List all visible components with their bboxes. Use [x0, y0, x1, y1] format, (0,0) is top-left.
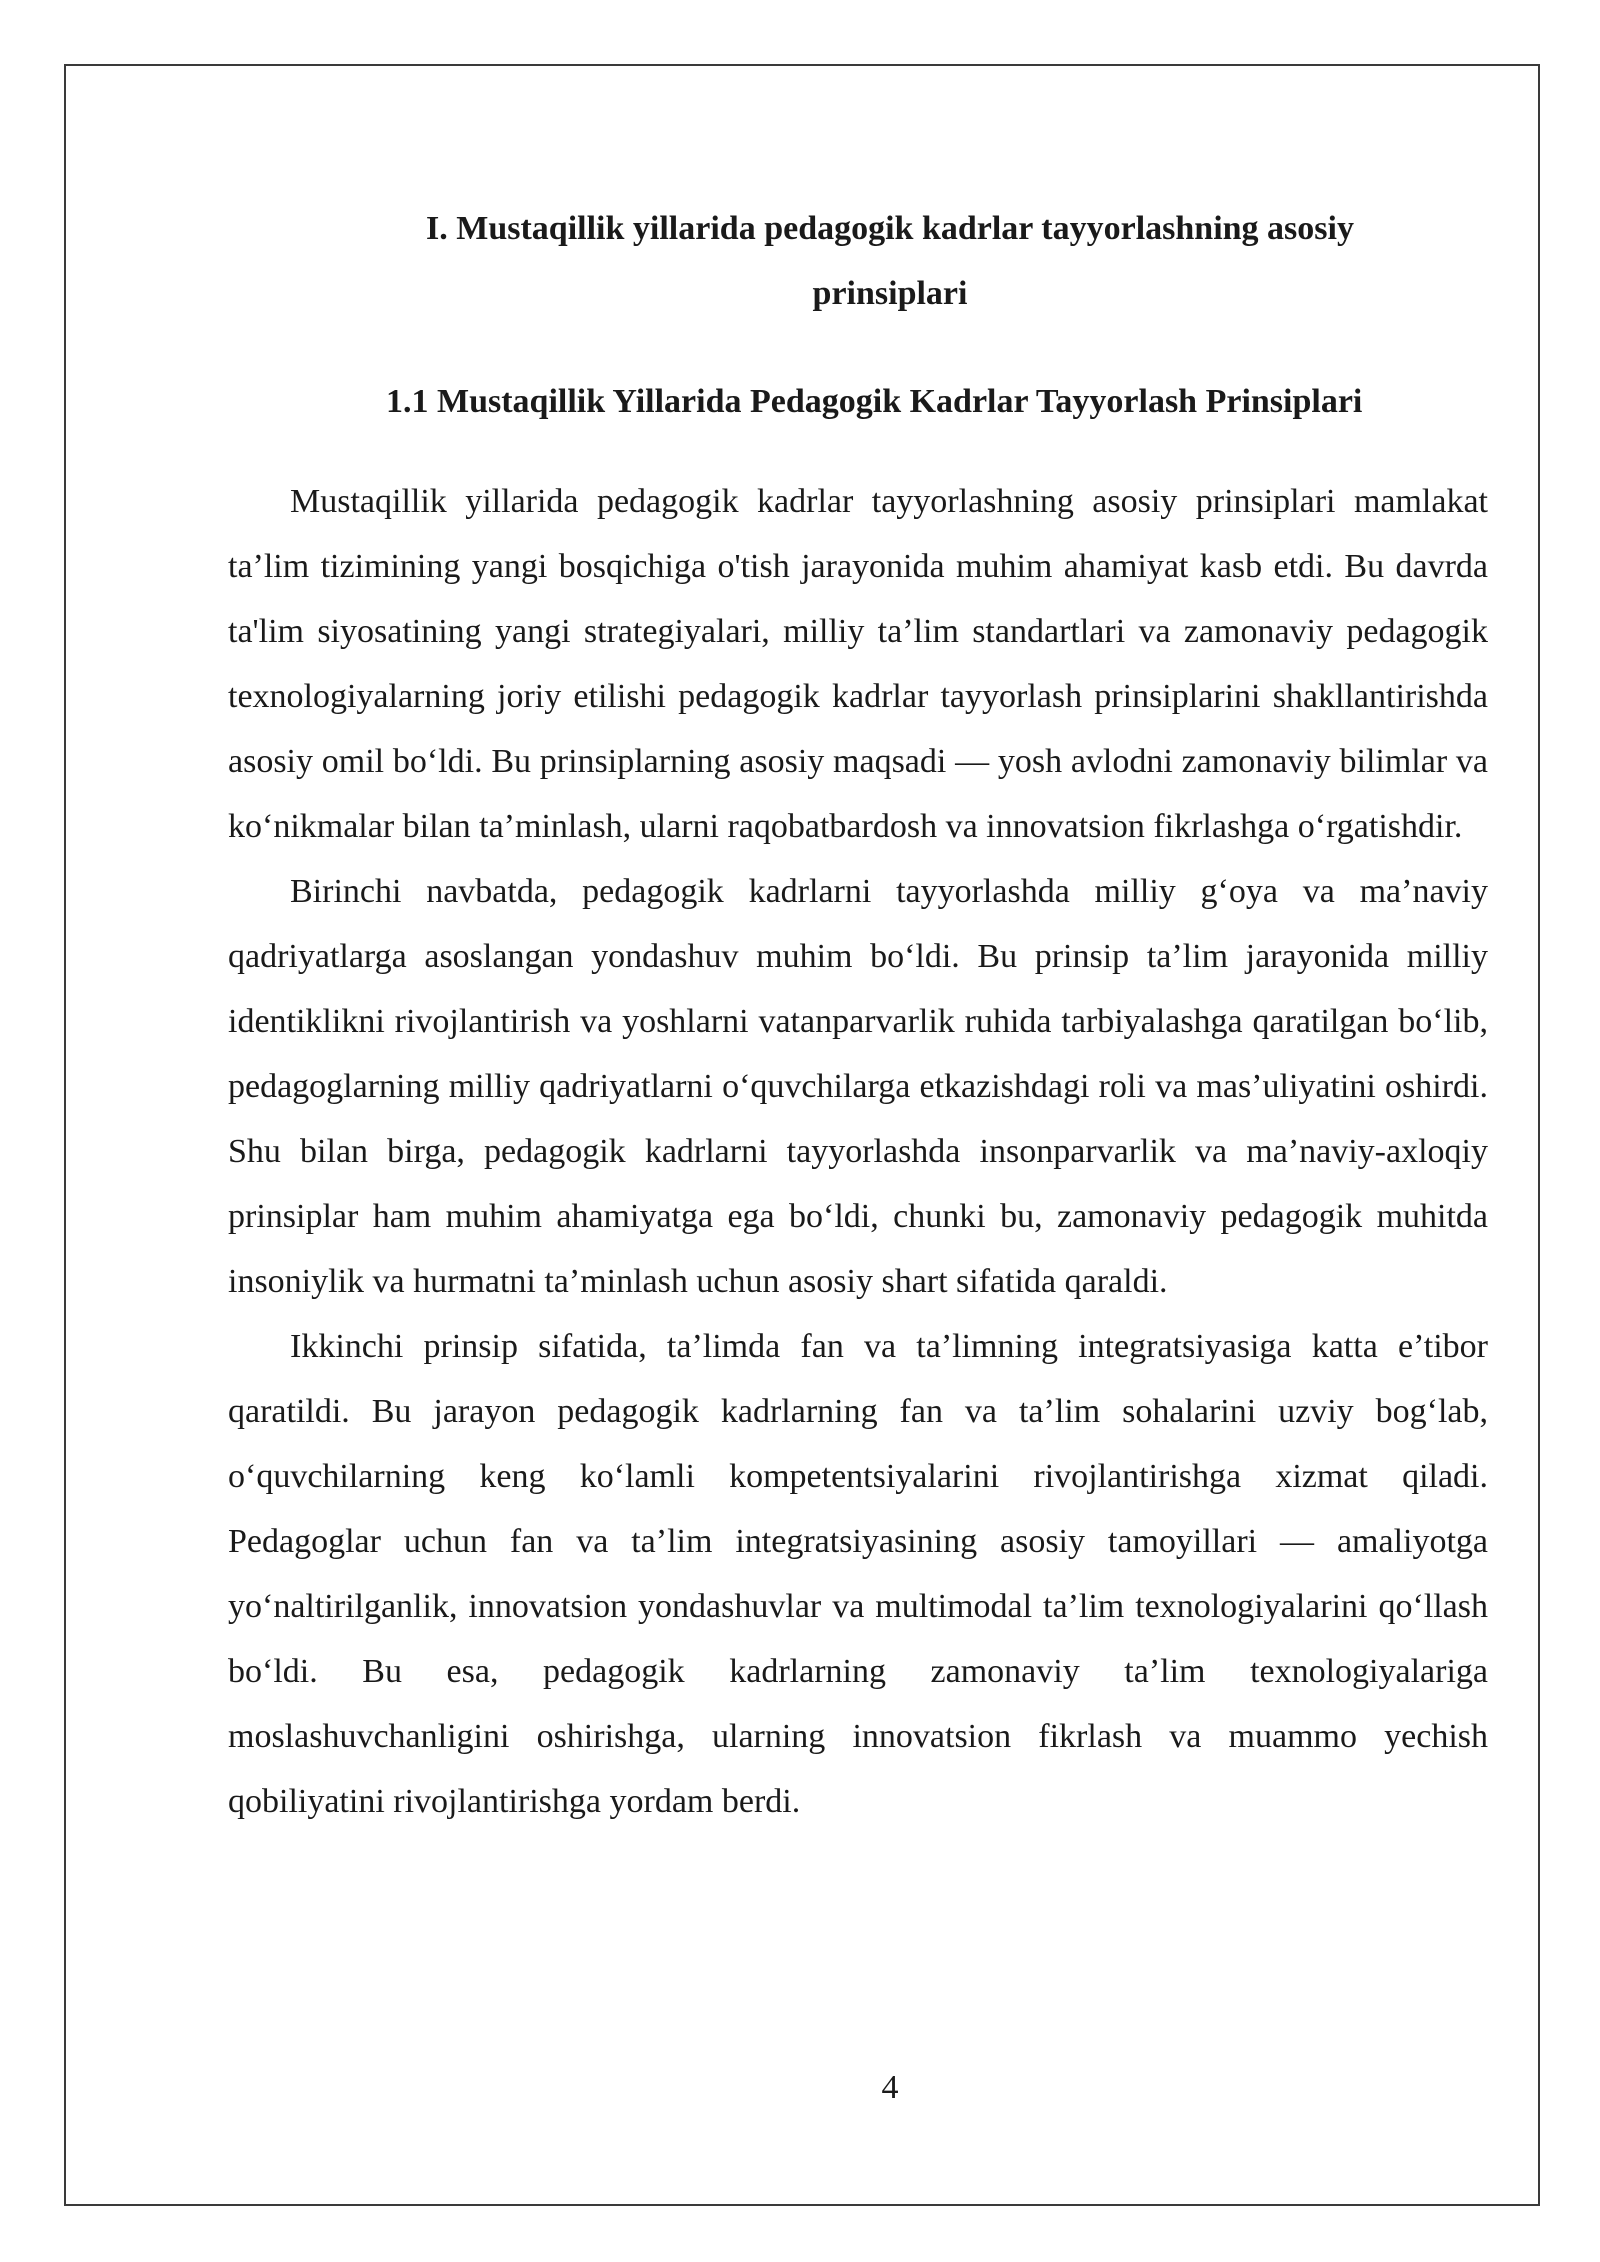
- body-text: [228, 469, 1488, 1834]
- page-number: 4: [881, 2069, 899, 2106]
- paragraph-1: Mustaqillik yillarida pedagogik kadrlar tayyorlashning asosiy prinsiplari mamlakat ta’lim tizimining yangi bosqichiga o'tish jarayonida muhim ahamiyat kasb etdi. Bu davrda ta'lim siyosatining yangi strategiyalari, milliy ta’lim standartlari va zamonaviy pedagogik texnologiyalarning joriy etilishi pedagogik kadrlar tayyorlash prinsiplarini shakllantirishda asosiy omil bo‘ldi. Bu prinsiplarning asosiy maqsadi — yosh avlodni zamonaviy bilimlar va ko‘nikmalar bilan ta’minlash, ularni raqobatbardosh va innovatsion fikrlashga o‘rgatishdir.: [228, 483, 1488, 845]
- paragraph-3: Ikkinchi prinsip sifatida, ta’limda fan va ta’limning integratsiyasiga katta e’tibor qaratildi. Bu jarayon pedagogik kadrlarning fan va ta’lim sohalarini uzviy bog‘lab, o‘quvchilarning keng ko‘lamli kompetentsiyalarini rivojlantirishga xizmat qiladi. Pedagoglar uchun fan va ta’lim integratsiyasining asosiy tamoyillari — amaliyotga yo‘naltirilganlik, innovatsion yondashuvlar va multimodal ta’lim texnologiyalarini qo‘llash bo‘ldi. Bu esa, pedagogik kadrlarning zamonaviy ta’lim texnologiyalariga moslashuvchanligini oshirishga, ularning innovatsion fikrlash va muammo yechish qobiliyatini rivojlantirishga yordam berdi.: [228, 1328, 1488, 1820]
- paragraph-2: Birinchi navbatda, pedagogik kadrlarni tayyorlashda milliy g‘oya va ma’naviy qadriyatlarga asoslangan yondashuv muhim bo‘ldi. Bu prinsip ta’lim jarayonida milliy identiklikni rivojlantirish va yoshlarni vatanparvarlik ruhida tarbiyalashga qaratilgan bo‘lib, pedagoglarning milliy qadriyatlarni o‘quvchilarga etkazishdagi roli va mas’uliyatini oshirdi. Shu bilan birga, pedagogik kadrlarni tayyorlashda insonparvarlik va ma’naviy-axloqiy prinsiplar ham muhim ahamiyatga ega bo‘ldi, chunki bu, zamonaviy pedagogik muhitda insoniylik va hurmatni ta’minlash uchun asosiy shart sifatida qaraldi.: [228, 873, 1488, 1300]
- chapter-heading: [370, 196, 1410, 326]
- section-heading: 1.1 Mustaqillik Yillarida Pedagogik Kadrlar Tayyorlash Prinsiplari: [386, 383, 1363, 420]
- chapter-heading-line2: prinsiplari: [812, 275, 968, 312]
- chapter-heading-line1: I. Mustaqillik yillarida pedagogik kadrlar tayyorlashning asosiy: [426, 210, 1354, 247]
